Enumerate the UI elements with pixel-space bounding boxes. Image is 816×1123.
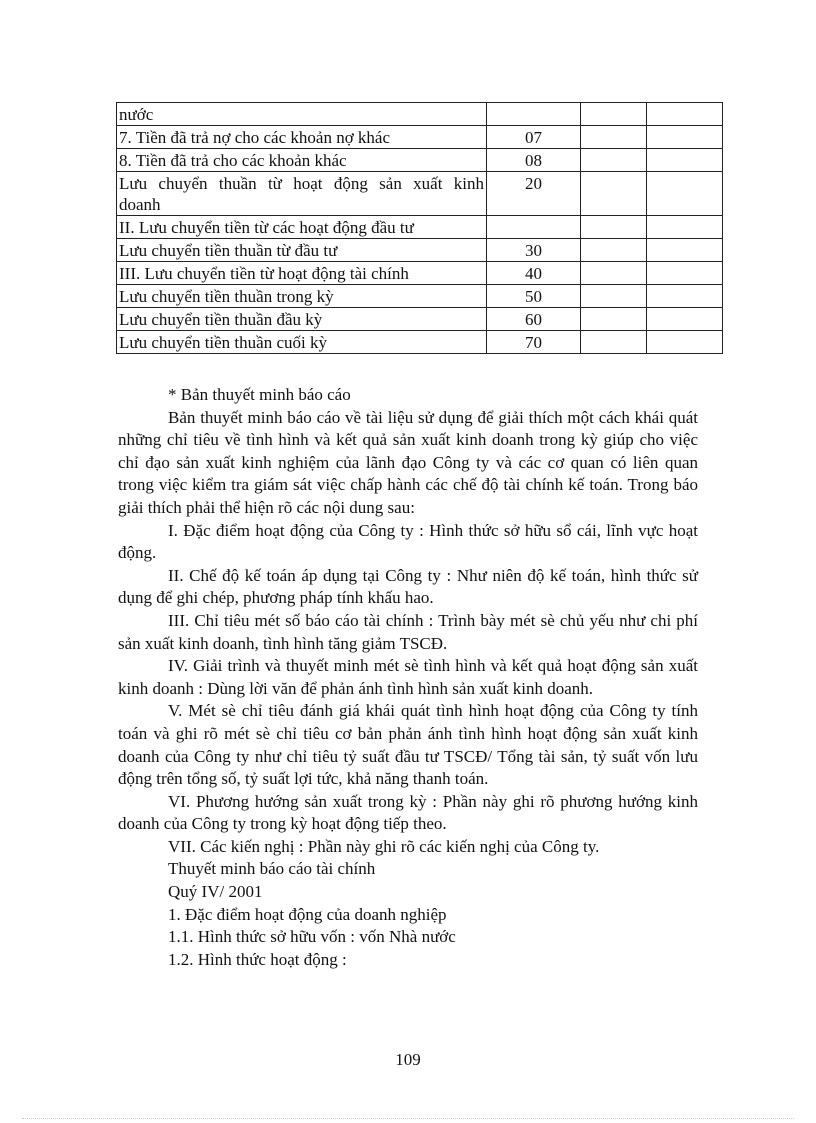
row-value-cell (647, 285, 723, 308)
table-row (117, 172, 723, 216)
table-row (117, 308, 723, 331)
section-1-heading: 1. Đặc điểm hoạt động của doanh nghiệp (168, 904, 447, 924)
row-code: 40 (487, 262, 581, 285)
row-label-line2: doanh (119, 195, 161, 214)
row-value-cell (647, 262, 723, 285)
row-label: Lưu chuyển tiền thuần từ đầu tư (117, 239, 487, 262)
row-value-cell (581, 126, 647, 149)
table-row (117, 285, 723, 308)
row-label: nước (117, 103, 487, 126)
section-heading: * Bản thuyết minh báo cáo (168, 385, 351, 404)
item-6-paragraph: VI. Phương hướng sản xuất trong kỳ : Phần này ghi rõ phương hướng kinh doanh của Công ty trong kỳ hoạt động tiếp theo. (118, 791, 698, 834)
row-code: 50 (487, 285, 581, 308)
row-value-cell (647, 126, 723, 149)
table-row (117, 103, 723, 126)
row-value-cell (581, 308, 647, 331)
intro-paragraph: Bản thuyết minh báo cáo về tài liệu sử dụng để giải thích một cách khái quát những chỉ tiêu về tình hình và kết quả sản xuất kinh doanh trong kỳ giúp cho việc chỉ đạo sản xuất kinh nghiệm của lãnh đạo Công ty và các cơ quan có liên quan trong việc kiểm tra giám sát việc chấp hành các chế độ tài chính kế toán. Trong báo giải thích phải thể hiện rõ các nội dung sau: (118, 407, 698, 517)
row-value-cell (647, 172, 723, 216)
row-value-cell (647, 103, 723, 126)
row-value-cell (581, 331, 647, 354)
row-value-cell (581, 149, 647, 172)
item-7-paragraph: VII. Các kiến nghị : Phần này ghi rõ các kiến nghị của Công ty. (168, 836, 600, 856)
bottom-dotted-divider (22, 1118, 794, 1119)
section-1-2-line: 1.2. Hình thức hoạt động : (168, 949, 347, 969)
row-code: 20 (487, 172, 581, 216)
row-value-cell (581, 172, 647, 216)
row-label-line1: Lưu chuyển thuần từ hoạt động sản xuất kinh (119, 174, 484, 193)
page-number: 109 (395, 1050, 421, 1069)
table-row (117, 331, 723, 354)
item-2-paragraph: II. Chế độ kế toán áp dụng tại Công ty : Như niên độ kế toán, hình thức sử dụng để ghi chép, phương pháp tính khấu hao. (118, 565, 698, 608)
item-1-paragraph: I. Đặc điểm hoạt động của Công ty : Hình thức sở hữu sổ cái, lĩnh vực hoạt động. (118, 520, 698, 563)
row-label: III. Lưu chuyển tiền từ hoạt động tài chính (117, 262, 487, 285)
row-label: Lưu chuyển tiền thuần cuối kỳ (117, 331, 487, 354)
section-1-1-line: 1.1. Hình thức sở hữu vốn : vốn Nhà nước (168, 927, 456, 947)
row-value-cell (647, 308, 723, 331)
row-value-cell (647, 239, 723, 262)
row-value-cell (581, 262, 647, 285)
item-3-paragraph: III. Chỉ tiêu mét số báo cáo tài chính : Trình bày mét sè chủ yếu như chi phí sản xuất kinh doanh, tình hình tăng giảm TSCĐ. (118, 610, 698, 653)
table-row (117, 262, 723, 285)
report-notes-text (118, 384, 698, 971)
row-value-cell (647, 331, 723, 354)
row-value-cell (581, 216, 647, 239)
row-code: 08 (487, 149, 581, 172)
row-label: II. Lưu chuyển tiền từ các hoạt động đầu tư (117, 216, 487, 239)
row-code: 60 (487, 308, 581, 331)
row-value-cell (647, 216, 723, 239)
item-4-paragraph: IV. Giải trình và thuyết minh mét sè tình hình và kết quả hoạt động sản xuất kinh doanh : Dùng lời văn để phản ánh tình hình sản xuất kinh doanh. (118, 656, 698, 698)
table-row (117, 126, 723, 149)
row-label: 8. Tiền đã trả cho các khoản khác (117, 149, 487, 172)
row-value-cell (581, 103, 647, 126)
notes-title: Thuyết minh báo cáo tài chính (168, 859, 376, 879)
cash-flow-table (116, 102, 723, 354)
row-value-cell (647, 149, 723, 172)
row-label: Lưu chuyển tiền thuần đầu kỳ (117, 308, 487, 331)
row-code (487, 216, 581, 239)
table-row (117, 239, 723, 262)
row-value-cell (581, 285, 647, 308)
item-5-paragraph: V. Mét sè chỉ tiêu đánh giá khái quát tình hình hoạt động của Công ty tính toán và ghi rõ mét sè chỉ tiêu cơ bản phản ánh tình hình hoạt động sản xuất kinh doanh của Công ty như chỉ tiêu tỷ suất đầu tư TSCĐ/ Tổng tài sản, tỷ suất vốn lưu động trên tổng số, tỷ suất lợi tức, khả năng thanh toán. (118, 701, 698, 789)
quarter-line: Quý IV/ 2001 (168, 882, 263, 902)
row-label: 7. Tiền đã trả nợ cho các khoản nợ khác (117, 126, 487, 149)
row-code (487, 103, 581, 126)
table-row (117, 216, 723, 239)
row-label: Lưu chuyển tiền thuần trong kỳ (117, 285, 487, 308)
row-code: 70 (487, 331, 581, 354)
row-value-cell (581, 239, 647, 262)
row-label (117, 172, 487, 216)
row-code: 30 (487, 239, 581, 262)
row-code: 07 (487, 126, 581, 149)
table-row (117, 149, 723, 172)
